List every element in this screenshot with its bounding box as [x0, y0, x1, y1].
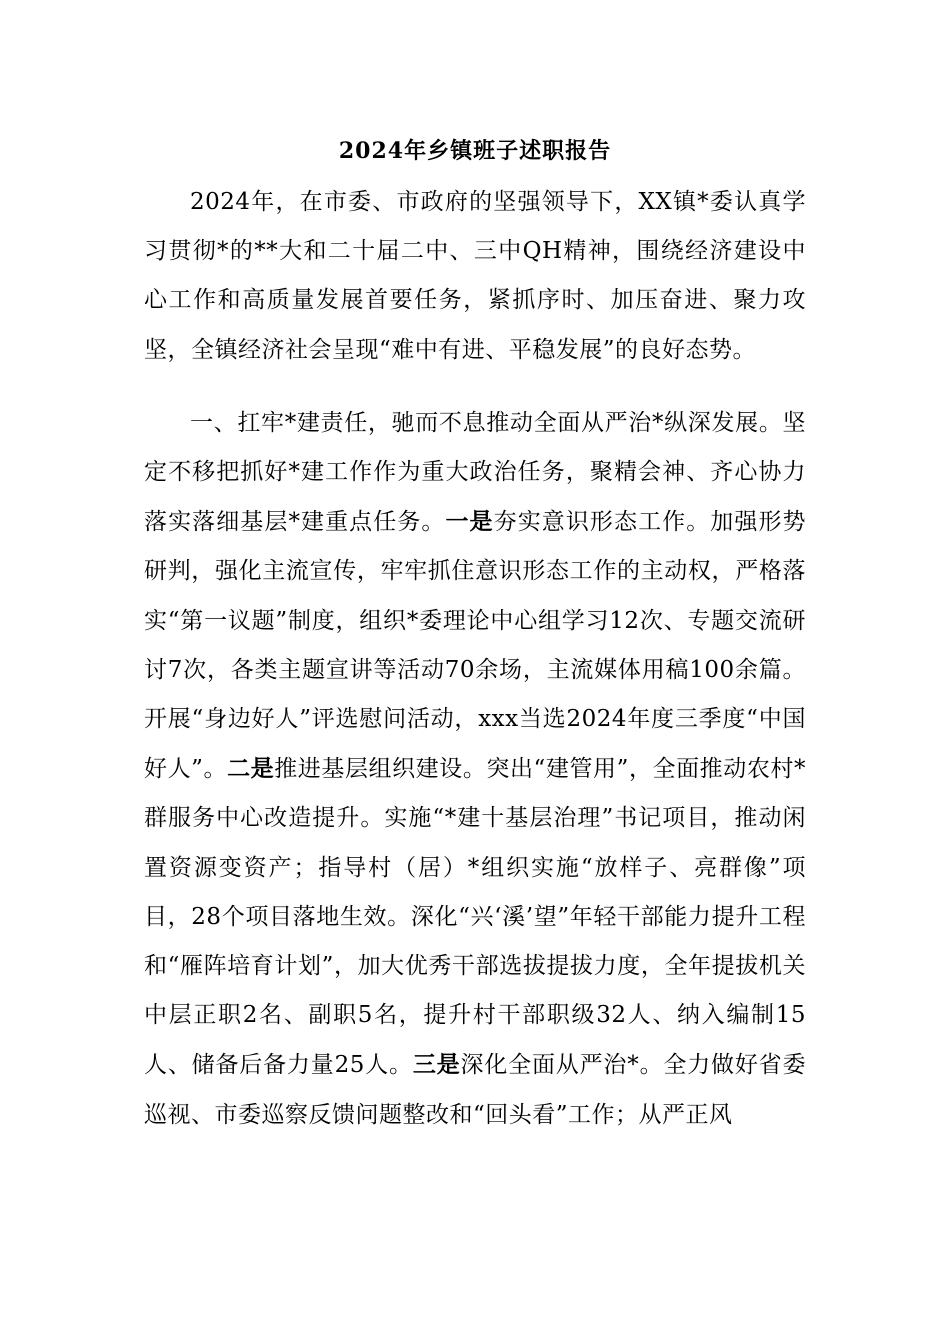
item-3-marker: 三是 [412, 1051, 461, 1079]
section-1-lead: 坚定不移把抓好*建工作作为重大政治任务，聚精会神、齐心协力落实落细基层*建重点任务。 [144, 409, 806, 536]
item-1-text: 夯实意识形态工作。加强形势研判，强化主流宣传，牢牢抓住意识形态工作的主动权，严格落实“第一议题”制度，组织*委理论中心组学习12次、专题交流研讨7次，各类主题宣讲等活动70余场，主流媒体用稿100余篇。开展“身边好人”评选慰问活动，xxx当选2024年度三季度“中国好人”。 [144, 509, 807, 783]
section-1-heading: 一、扛牢*建责任，驰而不息推动全面从严治*纵深发展。 [190, 409, 783, 436]
document-body [144, 178, 806, 1140]
item-2-text: 推进基层组织建设。突出“建管用”，全面推动农村*群服务中心改造提升。实施“*建十基层治理”书记项目，推动闲置资源变资产；指导村（居）*组织实施“放样子、亮群像”项目，28个项目落地生效。深化“兴‘溪’望”年轻干部能力提升工程和“雁阵培育计划”，加大优秀干部选拔提拔力度，全年提拔机关中层正职2名、副职5名，提升村干部职级32人、纳入编制15人、储备后备力量25人。 [144, 756, 806, 1079]
item-1-marker: 一是 [445, 508, 494, 536]
document-title: 2024年乡镇班子述职报告 [338, 138, 612, 164]
item-3-text: 深化全面从严治*。全力做好省委巡视、市委巡察反馈问题整改和“回头看”工作；从严正风 [144, 1052, 807, 1128]
section-1-paragraph [144, 399, 806, 1140]
item-2-marker: 二是 [227, 755, 275, 783]
intro-paragraph: 2024年，在市委、市政府的坚强领导下，XX镇*委认真学习贯彻*的**大和二十届二中、三中QH精神，围绕经济建设中心工作和高质量发展首要任务，紧抓序时、加压奋进、聚力攻坚，全镇经济社会呈现“难中有进、平稳发展”的良好态势。 [144, 189, 806, 363]
